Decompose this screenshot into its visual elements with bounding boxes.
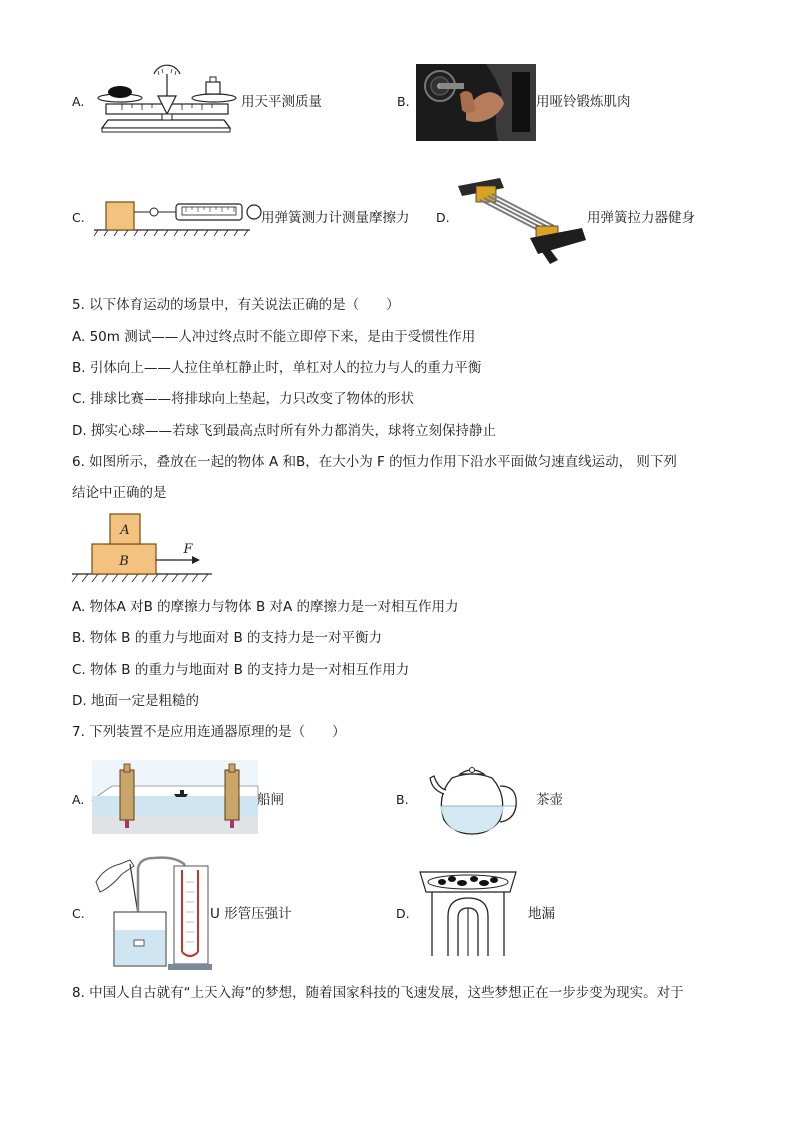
q4-option-a-letter: A. — [72, 94, 85, 109]
q5-stem: 5. 以下体育运动的场景中，有关说法正确的是（ ） — [72, 297, 400, 313]
teapot-figure — [430, 764, 522, 838]
q4-option-b-letter: B. — [397, 94, 410, 109]
q7-option-b-caption: 茶壶 — [536, 792, 563, 808]
q6-stem-line2: 结论中正确的是 — [72, 485, 167, 501]
q7-option-c-caption: U 形管压强计 — [210, 906, 292, 922]
q7-option-a-letter: A. — [72, 792, 85, 807]
dumbbell-photo — [416, 64, 536, 141]
q7-option-b-letter: B. — [396, 792, 409, 807]
q6-option-b: B. 物体 B 的重力与地面对 B 的支持力是一对平衡力 — [72, 630, 383, 646]
q4-option-a-caption: 用天平测质量 — [241, 94, 322, 110]
q7-stem: 7. 下列装置不是应用连通器原理的是（ ） — [72, 724, 346, 740]
q7-option-c-letter: C. — [72, 906, 85, 921]
q8-stem: 8. 中国人自古就有“上天入海”的梦想，随着国家科技的飞速发展，这些梦想正在一步步变为现实。对于 — [72, 985, 684, 1001]
q6-option-a: A. 物体A 对B 的摩擦力与物体 B 对A 的摩擦力是一对相互作用力 — [72, 599, 459, 615]
q5-option-b: B. 引体向上——人拉住单杠静止时，单杠对人的拉力与人的重力平衡 — [72, 360, 482, 376]
floor-drain-figure — [418, 864, 518, 958]
q7-option-d-letter: D. — [396, 906, 410, 921]
spring-expander-figure — [454, 176, 586, 264]
q4-option-d-letter: D. — [436, 210, 450, 225]
q4-option-c-caption: 用弹簧测力计测量摩擦力 — [261, 210, 410, 226]
q5-option-c: C. 排球比赛——将排球向上垫起，力只改变了物体的形状 — [72, 391, 415, 407]
q7-option-d-caption: 地漏 — [528, 906, 555, 922]
spring-scale-friction-figure — [94, 198, 264, 240]
q4-option-c-letter: C. — [72, 210, 85, 225]
q5-option-a: A. 50m 测试——人冲过终点时不能立即停下来，是由于受惯性作用 — [72, 329, 476, 345]
q6-stem-line1: 6. 如图所示，叠放在一起的物体 A 和B，在大小为 F 的恒力作用下沿水平面做匀速直线运动， 则下列 — [72, 454, 677, 470]
q7-option-a-caption: 船闸 — [257, 792, 284, 808]
ship-lock-figure — [92, 760, 258, 834]
q6-option-d: D. 地面一定是粗糙的 — [72, 693, 199, 709]
q5-option-d: D. 掷实心球——若球飞到最高点时所有外力都消失，球将立刻保持静止 — [72, 423, 496, 439]
q4-option-b-caption: 用哑铃锻炼肌肉 — [536, 94, 631, 110]
force-f-label: F — [183, 542, 193, 557]
block-a-label: A — [120, 523, 130, 538]
block-b-label: B — [119, 554, 129, 569]
q4-option-d-caption: 用弹簧拉力器健身 — [587, 210, 695, 226]
balance-figure — [92, 66, 240, 136]
u-tube-manometer-figure — [94, 852, 212, 970]
q6-option-c: C. 物体 B 的重力与地面对 B 的支持力是一对相互作用力 — [72, 662, 410, 678]
stacked-blocks-figure — [72, 510, 212, 590]
